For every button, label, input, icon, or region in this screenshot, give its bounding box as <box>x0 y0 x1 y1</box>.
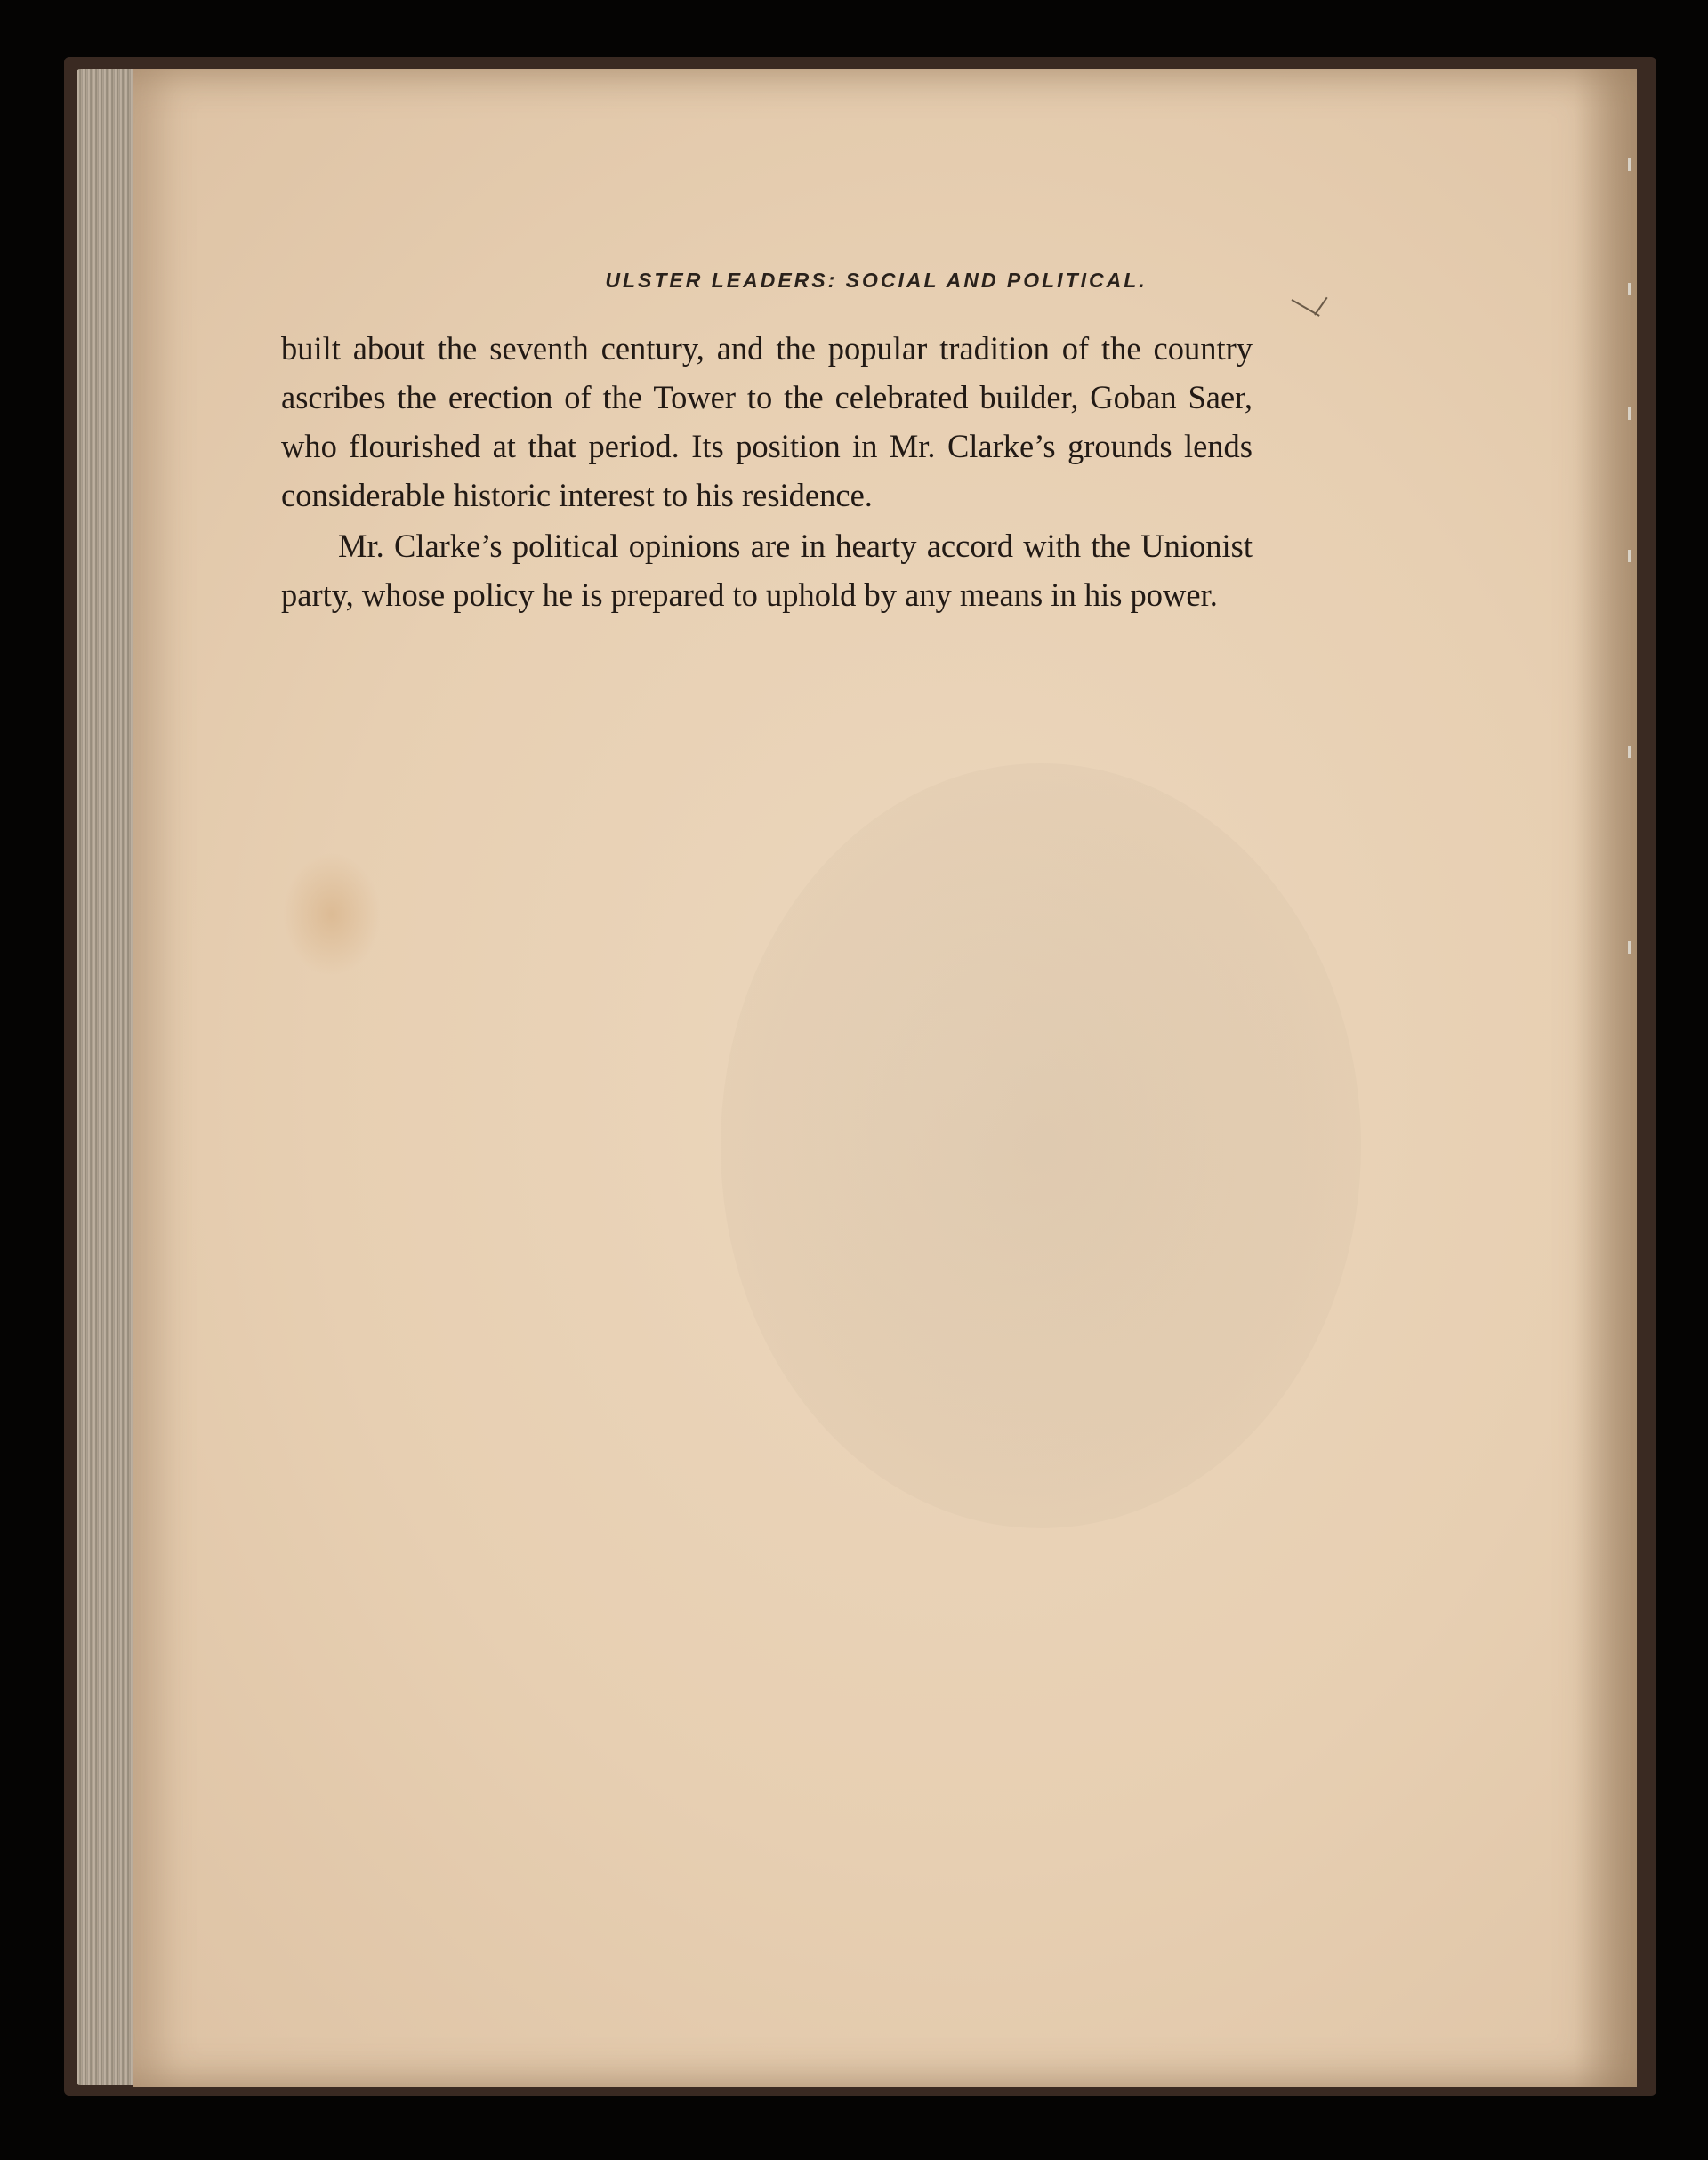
spine-shadow <box>1575 69 1637 2087</box>
paragraph: built about the seventh century, and the popular tradition of the country ascribes the erection of the Tower to the celebrated builder, Goban Saer, who flourished at that period. Its position in Mr. Clarke’s grounds lends considerable historic interest to his residence. <box>281 330 1253 513</box>
show-through-portrait <box>721 763 1361 1528</box>
running-head: ULSTER LEADERS: SOCIAL AND POLITICAL. <box>605 269 1148 292</box>
binding-thread <box>1628 407 1631 420</box>
binding-thread <box>1628 158 1631 171</box>
foxing-stain <box>283 852 381 977</box>
binding-thread <box>1628 746 1631 758</box>
binding-thread <box>1628 941 1631 954</box>
binding-thread <box>1628 550 1631 562</box>
body-text <box>281 324 1253 619</box>
paragraph: Mr. Clarke’s political opinions are in hearty accord with the Unionist party, whose policy he is prepared to uphold by any means in his power. <box>281 528 1253 613</box>
pencil-mark <box>1314 297 1327 316</box>
